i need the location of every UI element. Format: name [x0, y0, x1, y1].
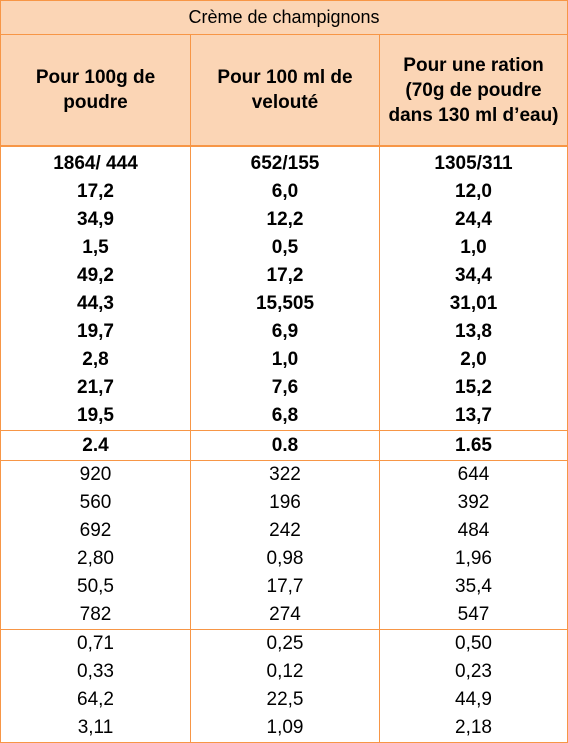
value-per-100ml: 17,2 — [191, 262, 380, 290]
value-per-ration: 1,96 — [380, 545, 568, 573]
value-per-100g: 560 — [1, 489, 191, 517]
value-per-100g: 3,11 — [1, 714, 191, 743]
value-per-100ml: 652/155 — [191, 146, 380, 178]
value-per-100ml: 17,7 — [191, 573, 380, 601]
value-per-100g: 44,3 — [1, 290, 191, 318]
value-per-ration: 2,0 — [380, 346, 568, 374]
table-row — [1, 517, 568, 545]
value-per-ration: 13,7 — [380, 402, 568, 431]
value-per-ration: 2,18 — [380, 714, 568, 743]
value-per-100ml: 7,6 — [191, 374, 380, 402]
table-row — [1, 431, 568, 461]
value-per-ration: 0,23 — [380, 658, 568, 686]
table-title: Crème de champignons — [1, 1, 568, 35]
value-per-100g: 34,9 — [1, 206, 191, 234]
value-per-ration: 1305/311 — [380, 146, 568, 178]
value-per-100g: 2,80 — [1, 545, 191, 573]
value-per-100g: 19,5 — [1, 402, 191, 431]
value-per-100ml: 6,8 — [191, 402, 380, 431]
value-per-ration: 1,0 — [380, 234, 568, 262]
value-per-100g: 19,7 — [1, 318, 191, 346]
value-per-ration: 484 — [380, 517, 568, 545]
value-per-100ml: 0,25 — [191, 630, 380, 659]
value-per-100g: 0,71 — [1, 630, 191, 659]
value-per-100g: 50,5 — [1, 573, 191, 601]
table-row — [1, 234, 568, 262]
table-row — [1, 489, 568, 517]
value-per-ration: 35,4 — [380, 573, 568, 601]
value-per-ration: 13,8 — [380, 318, 568, 346]
header-per-ration: Pour une ration (70g de poudre dans 130 ml d’eau) — [380, 35, 568, 147]
value-per-100g: 692 — [1, 517, 191, 545]
table-row — [1, 658, 568, 686]
table-row — [1, 402, 568, 431]
value-per-ration: 1.65 — [380, 431, 568, 461]
value-per-ration: 12,0 — [380, 178, 568, 206]
value-per-100ml: 274 — [191, 601, 380, 630]
table-row — [1, 374, 568, 402]
value-per-100ml: 0,12 — [191, 658, 380, 686]
value-per-ration: 34,4 — [380, 262, 568, 290]
table-row — [1, 714, 568, 743]
value-per-ration: 0,50 — [380, 630, 568, 659]
value-per-100g: 782 — [1, 601, 191, 630]
title-row — [1, 1, 568, 35]
value-per-100ml: 1,0 — [191, 346, 380, 374]
table-row — [1, 146, 568, 178]
header-per-100g-powder: Pour 100g de poudre — [1, 35, 191, 147]
table-row — [1, 545, 568, 573]
value-per-100ml: 196 — [191, 489, 380, 517]
value-per-100ml: 322 — [191, 461, 380, 490]
value-per-100g: 1864/ 444 — [1, 146, 191, 178]
table-row — [1, 290, 568, 318]
value-per-ration: 392 — [380, 489, 568, 517]
table-row — [1, 318, 568, 346]
value-per-ration: 547 — [380, 601, 568, 630]
table-row — [1, 206, 568, 234]
table-row — [1, 630, 568, 659]
header-row — [1, 35, 568, 147]
value-per-100ml: 12,2 — [191, 206, 380, 234]
value-per-100ml: 242 — [191, 517, 380, 545]
value-per-100ml: 0.8 — [191, 431, 380, 461]
value-per-100g: 17,2 — [1, 178, 191, 206]
value-per-100ml: 1,09 — [191, 714, 380, 743]
value-per-100ml: 22,5 — [191, 686, 380, 714]
value-per-ration: 15,2 — [380, 374, 568, 402]
value-per-100g: 64,2 — [1, 686, 191, 714]
value-per-100g: 1,5 — [1, 234, 191, 262]
value-per-ration: 644 — [380, 461, 568, 490]
table-row — [1, 178, 568, 206]
value-per-100ml: 0,98 — [191, 545, 380, 573]
table-row — [1, 346, 568, 374]
table-row — [1, 601, 568, 630]
value-per-100g: 0,33 — [1, 658, 191, 686]
value-per-100ml: 6,0 — [191, 178, 380, 206]
table-row — [1, 573, 568, 601]
header-per-100ml-veloute: Pour 100 ml de velouté — [191, 35, 380, 147]
table-row — [1, 686, 568, 714]
value-per-100ml: 6,9 — [191, 318, 380, 346]
value-per-100g: 49,2 — [1, 262, 191, 290]
table-row — [1, 461, 568, 490]
table-body — [1, 146, 568, 743]
value-per-100g: 2.4 — [1, 431, 191, 461]
value-per-ration: 31,01 — [380, 290, 568, 318]
value-per-ration: 24,4 — [380, 206, 568, 234]
value-per-100g: 21,7 — [1, 374, 191, 402]
value-per-100g: 2,8 — [1, 346, 191, 374]
value-per-ration: 44,9 — [380, 686, 568, 714]
value-per-100ml: 15,505 — [191, 290, 380, 318]
value-per-100g: 920 — [1, 461, 191, 490]
table-row — [1, 262, 568, 290]
value-per-100ml: 0,5 — [191, 234, 380, 262]
